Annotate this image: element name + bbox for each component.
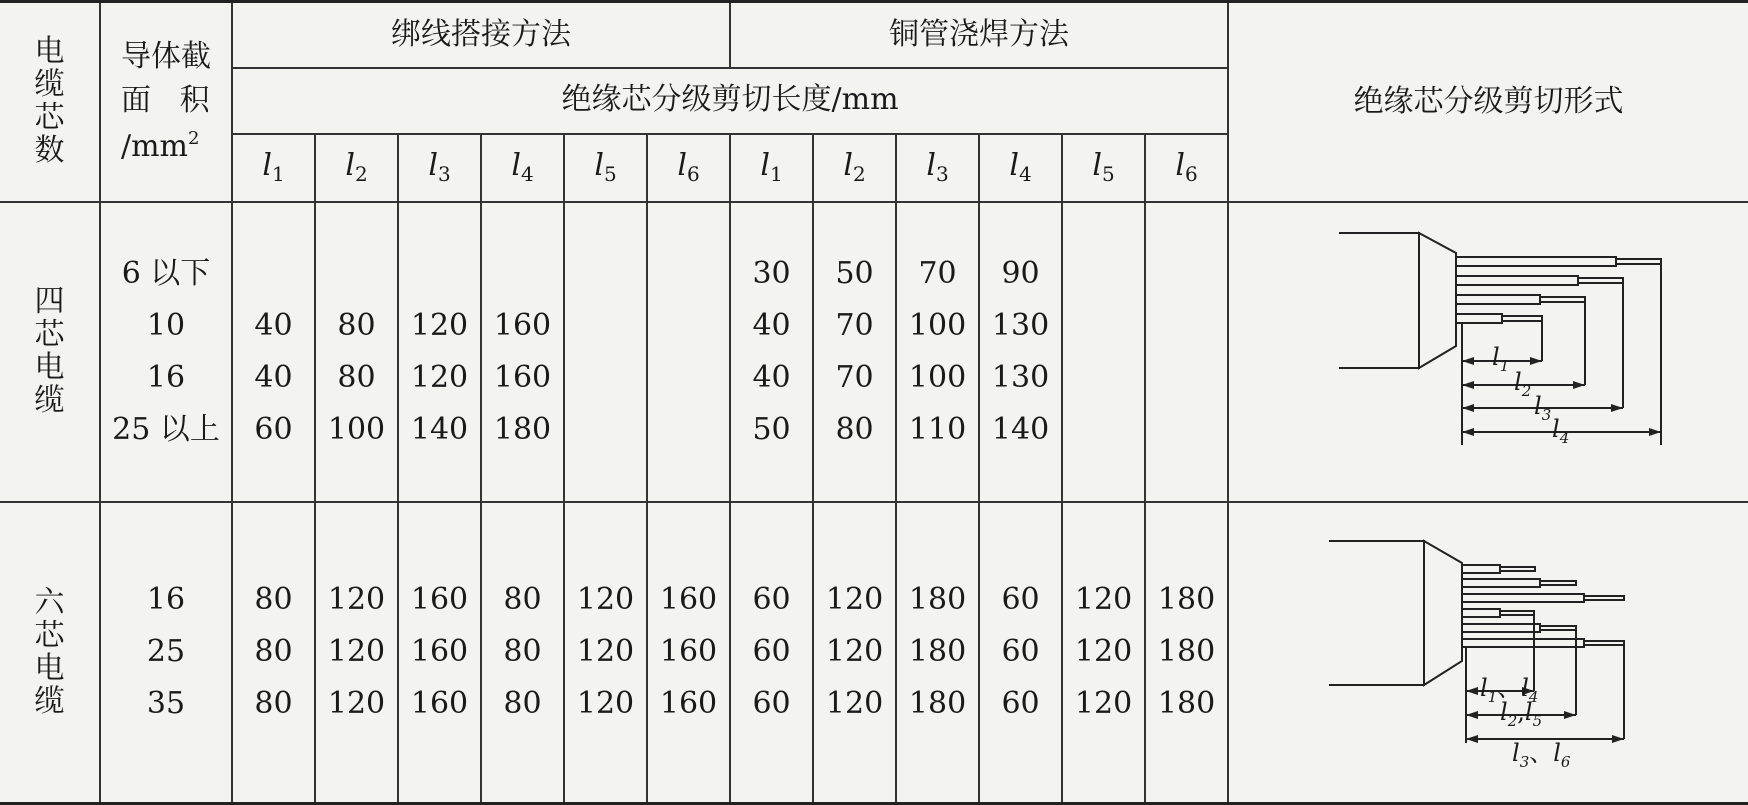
cable-taper bbox=[1419, 233, 1456, 368]
dim-label-l3-l6: $l_3$、$l_6$ bbox=[1511, 739, 1571, 771]
four-core-cut-diagram bbox=[1234, 203, 1744, 493]
area-value: 25 bbox=[146, 634, 186, 670]
cell-value: 120 bbox=[410, 307, 469, 343]
core-insulation-1 bbox=[1462, 565, 1500, 573]
four-core-row bbox=[0, 202, 1748, 503]
six-core-areas bbox=[100, 502, 232, 803]
six-core-copper-l2 bbox=[813, 502, 896, 803]
cell-value: 160 bbox=[410, 686, 469, 722]
cell-value: 50 bbox=[835, 255, 874, 291]
cell-value: 50 bbox=[752, 411, 791, 447]
core-insulation-4 bbox=[1462, 609, 1500, 617]
cell-value: 60 bbox=[752, 582, 791, 618]
core-insulation-5 bbox=[1462, 624, 1540, 632]
l-label-tie-3: $l_3$ bbox=[398, 134, 481, 202]
core-insulation-1 bbox=[1456, 314, 1502, 323]
header-area-cell bbox=[100, 2, 232, 202]
six-core-diagram-cell bbox=[1228, 502, 1748, 803]
cell-value: 130 bbox=[991, 307, 1050, 343]
four-core-label: 四芯电缆 bbox=[34, 284, 65, 418]
cell-value: 160 bbox=[410, 634, 469, 670]
l-label-copper-6: $l_6$ bbox=[1145, 134, 1228, 202]
header-row-methods bbox=[0, 2, 1748, 68]
cell-value: 100 bbox=[908, 307, 967, 343]
cell-value: 120 bbox=[327, 686, 386, 722]
cell-value: 40 bbox=[254, 307, 293, 343]
area-value: 25 以上 bbox=[112, 411, 220, 447]
four-core-tie-l3 bbox=[398, 202, 481, 503]
core-insulation-3 bbox=[1456, 276, 1578, 285]
l-label-tie-5: $l_5$ bbox=[564, 134, 647, 202]
core-conductor-4 bbox=[1616, 259, 1661, 264]
cell-value: 120 bbox=[410, 359, 469, 395]
cell-value: 160 bbox=[659, 686, 718, 722]
cell-value: 70 bbox=[835, 359, 874, 395]
cell-value: 120 bbox=[825, 686, 884, 722]
cell-value: 80 bbox=[503, 582, 542, 618]
cell-value: 100 bbox=[327, 411, 386, 447]
six-core-copper-l6 bbox=[1145, 502, 1228, 803]
cell-value: 80 bbox=[503, 634, 542, 670]
core-conductor-2 bbox=[1540, 581, 1576, 585]
four-core-label-cell bbox=[0, 202, 100, 503]
l-label-copper-1: $l_1$ bbox=[730, 134, 813, 202]
four-core-tie-l5 bbox=[564, 202, 647, 503]
header-area-line3: /mm bbox=[121, 128, 189, 164]
four-core-tie-l6 bbox=[647, 202, 730, 503]
four-core-diagram-cell bbox=[1228, 202, 1748, 503]
cell-value: 180 bbox=[908, 686, 967, 722]
cell-value: 40 bbox=[752, 359, 791, 395]
six-core-label-cell bbox=[0, 502, 100, 803]
core-conductor-6 bbox=[1584, 641, 1624, 645]
cell-value: 180 bbox=[1157, 582, 1216, 618]
cell-value: 80 bbox=[254, 634, 293, 670]
l-label-copper-2: $l_2$ bbox=[813, 134, 896, 202]
dim-label-l2: $l_2$ bbox=[1513, 367, 1531, 400]
l-label-copper-5: $l_5$ bbox=[1062, 134, 1145, 202]
cell-value: 160 bbox=[659, 582, 718, 618]
cell-value: 180 bbox=[1157, 634, 1216, 670]
six-core-tie-l3 bbox=[398, 502, 481, 803]
six-core-tie-l4 bbox=[481, 502, 564, 803]
cell-value: 120 bbox=[576, 582, 635, 618]
cell-value: 80 bbox=[254, 686, 293, 722]
dim-label-l1-l4: $l_1$、$l_4$ bbox=[1479, 674, 1539, 706]
cell-value: 110 bbox=[908, 411, 967, 447]
cell-value: 40 bbox=[254, 359, 293, 395]
cell-value: 160 bbox=[493, 359, 552, 395]
cell-value: 40 bbox=[752, 307, 791, 343]
cell-value: 60 bbox=[1001, 582, 1040, 618]
header-area-line1: 导体截 bbox=[121, 38, 211, 74]
cell-value: 160 bbox=[659, 634, 718, 670]
four-core-areas bbox=[100, 202, 232, 503]
dim-label-l4: $l_4$ bbox=[1551, 414, 1569, 447]
cell-value: 80 bbox=[835, 411, 874, 447]
four-core-tie-l1 bbox=[232, 202, 315, 503]
six-core-tie-l5 bbox=[564, 502, 647, 803]
cell-value: 180 bbox=[908, 582, 967, 618]
cable-jacket bbox=[1339, 233, 1419, 368]
cable-taper bbox=[1424, 541, 1462, 685]
cell-value: 80 bbox=[254, 582, 293, 618]
six-core-tie-l1 bbox=[232, 502, 315, 803]
core-insulation-2 bbox=[1456, 295, 1540, 304]
six-core-copper-l4 bbox=[979, 502, 1062, 803]
cell-value: 180 bbox=[493, 411, 552, 447]
header-area-unit bbox=[101, 129, 231, 165]
header-cut-length: 绝缘芯分级剪切长度/mm bbox=[232, 68, 1228, 134]
cell-value: 120 bbox=[825, 582, 884, 618]
l-label-copper-3: $l_3$ bbox=[896, 134, 979, 202]
cell-value: 120 bbox=[1074, 582, 1133, 618]
cell-value: 90 bbox=[1001, 255, 1040, 291]
header-area-line2: 面 积 bbox=[121, 83, 210, 118]
header-area-exponent: 2 bbox=[188, 127, 200, 149]
four-core-copper-l4 bbox=[979, 202, 1062, 503]
six-core-copper-l5 bbox=[1062, 502, 1145, 803]
core-conductor-2 bbox=[1540, 297, 1585, 302]
dim-label-l3: $l_3$ bbox=[1533, 391, 1551, 424]
cell-value: 160 bbox=[410, 582, 469, 618]
cell-value: 60 bbox=[752, 634, 791, 670]
core-insulation-3 bbox=[1462, 594, 1584, 602]
l-label-tie-6: $l_6$ bbox=[647, 134, 730, 202]
four-core-tie-l4 bbox=[481, 202, 564, 503]
cell-value: 60 bbox=[1001, 634, 1040, 670]
four-core-copper-l2 bbox=[813, 202, 896, 503]
six-core-cut-diagram bbox=[1234, 503, 1744, 793]
six-core-label: 六芯电缆 bbox=[34, 584, 65, 719]
cell-value: 120 bbox=[327, 634, 386, 670]
cell-value: 30 bbox=[752, 255, 791, 291]
cell-value: 60 bbox=[752, 686, 791, 722]
cell-value: 120 bbox=[576, 634, 635, 670]
core-insulation-4 bbox=[1456, 257, 1616, 266]
cell-value: 130 bbox=[991, 359, 1050, 395]
cell-value: 140 bbox=[410, 411, 469, 447]
cell-value: 180 bbox=[1157, 686, 1216, 722]
core-conductor-3 bbox=[1584, 596, 1624, 600]
cell-value: 60 bbox=[1001, 686, 1040, 722]
core-insulation-2 bbox=[1462, 579, 1540, 587]
core-conductor-5 bbox=[1540, 626, 1576, 630]
core-conductor-3 bbox=[1578, 278, 1623, 283]
cell-value: 160 bbox=[493, 307, 552, 343]
six-core-tie-l6 bbox=[647, 502, 730, 803]
cable-jacket bbox=[1329, 541, 1424, 685]
l-label-tie-4: $l_4$ bbox=[481, 134, 564, 202]
area-value: 35 bbox=[146, 686, 186, 722]
header-tie-method: 绑线搭接方法 bbox=[232, 2, 730, 68]
six-core-copper-l1 bbox=[730, 502, 813, 803]
cell-value: 120 bbox=[327, 582, 386, 618]
area-value: 6 以下 bbox=[121, 255, 211, 291]
cell-value: 120 bbox=[1074, 634, 1133, 670]
six-core-tie-l2 bbox=[315, 502, 398, 803]
l-label-tie-2: $l_2$ bbox=[315, 134, 398, 202]
cell-value: 80 bbox=[337, 359, 376, 395]
four-core-copper-l5 bbox=[1062, 202, 1145, 503]
cell-value: 180 bbox=[908, 634, 967, 670]
area-value: 16 bbox=[146, 582, 186, 618]
cell-value: 80 bbox=[337, 307, 376, 343]
cell-value: 80 bbox=[503, 686, 542, 722]
cell-value: 120 bbox=[1074, 686, 1133, 722]
cell-value: 70 bbox=[918, 255, 957, 291]
l-label-tie-1: $l_1$ bbox=[232, 134, 315, 202]
six-core-row bbox=[0, 502, 1748, 803]
header-cores: 电缆芯数 bbox=[34, 34, 65, 168]
four-core-copper-l3 bbox=[896, 202, 979, 503]
core-conductor-1 bbox=[1500, 567, 1535, 571]
dim-label-l2-l5: $l_2,l_5$ bbox=[1499, 698, 1542, 730]
cell-value: 100 bbox=[908, 359, 967, 395]
cell-value: 70 bbox=[835, 307, 874, 343]
cell-value: 140 bbox=[991, 411, 1050, 447]
four-core-copper-l1 bbox=[730, 202, 813, 503]
six-core-copper-l3 bbox=[896, 502, 979, 803]
area-value: 10 bbox=[146, 307, 186, 343]
cell-value: 120 bbox=[576, 686, 635, 722]
header-cut-form: 绝缘芯分级剪切形式 bbox=[1228, 2, 1748, 202]
cell-value: 60 bbox=[254, 411, 293, 447]
header-cores-cell bbox=[0, 2, 100, 202]
core-insulation-6 bbox=[1462, 639, 1584, 647]
four-core-tie-l2 bbox=[315, 202, 398, 503]
area-value: 16 bbox=[146, 359, 186, 395]
dim-label-l1: $l_1$ bbox=[1491, 342, 1509, 375]
header-copper-method: 铜管浇焊方法 bbox=[730, 2, 1228, 68]
core-conductor-4 bbox=[1500, 611, 1534, 615]
cell-value: 120 bbox=[825, 634, 884, 670]
core-conductor-1 bbox=[1502, 316, 1542, 321]
four-core-copper-l6 bbox=[1145, 202, 1228, 503]
l-label-copper-4: $l_4$ bbox=[979, 134, 1062, 202]
